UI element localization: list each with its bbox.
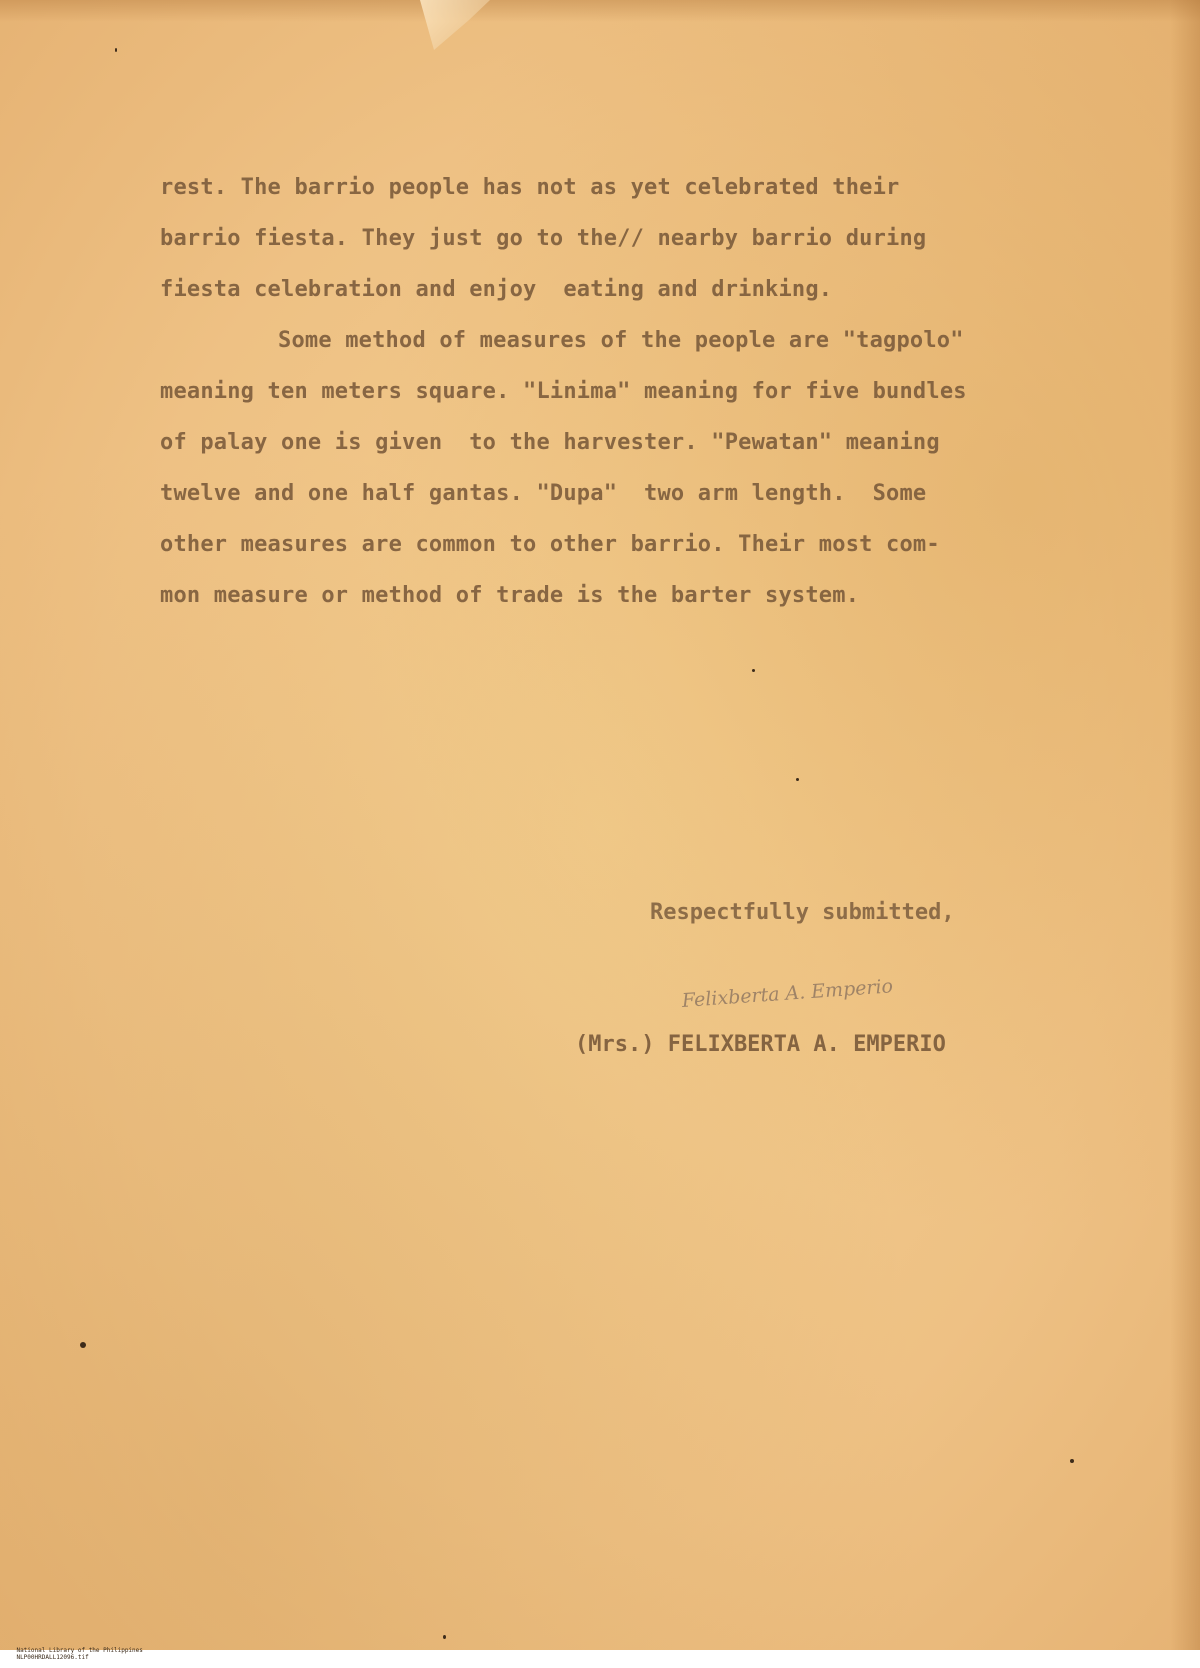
- body-line: fiesta celebration and enjoy eating and drinking.: [160, 277, 833, 302]
- archive-footer: [2, 1640, 169, 1668]
- body-line: rest. The barrio people has not as yet celebrated their: [160, 175, 900, 200]
- signer-name: (Mrs.) FELIXBERTA A. EMPERIO: [575, 1032, 946, 1057]
- closing-text: Respectfully submitted,: [650, 900, 955, 925]
- ink-speck: [1070, 1459, 1074, 1463]
- body-line: Some method of measures of the people are "tagpolo": [278, 328, 964, 353]
- paper-edge-top: [0, 0, 1200, 22]
- paper-edge-right: [1170, 0, 1200, 1650]
- ink-speck: [796, 778, 799, 781]
- body-line: other measures are common to other barrio. Their most com-: [160, 532, 940, 557]
- footer-file-id: NLP00HRDALL12096.tif: [16, 1654, 89, 1661]
- ink-speck: [80, 1342, 86, 1348]
- body-line: barrio fiesta. They just go to the// nearby barrio during: [160, 226, 927, 251]
- body-line: twelve and one half gantas. "Dupa" two arm length. Some: [160, 481, 927, 506]
- body-line: meaning ten meters square. "Linima" meaning for five bundles: [160, 379, 967, 404]
- handwritten-signature: Felixberta A. Emperio: [681, 975, 894, 1012]
- ink-speck: [443, 1635, 446, 1639]
- typed-body: [160, 162, 1060, 621]
- footer-institution: National Library of the Philippines: [16, 1647, 143, 1654]
- ink-speck: [115, 48, 117, 52]
- ink-speck: [752, 669, 755, 672]
- body-line: mon measure or method of trade is the barter system.: [160, 583, 860, 608]
- paper-tear: [420, 0, 490, 50]
- body-line: of palay one is given to the harvester. "Pewatan" meaning: [160, 430, 940, 455]
